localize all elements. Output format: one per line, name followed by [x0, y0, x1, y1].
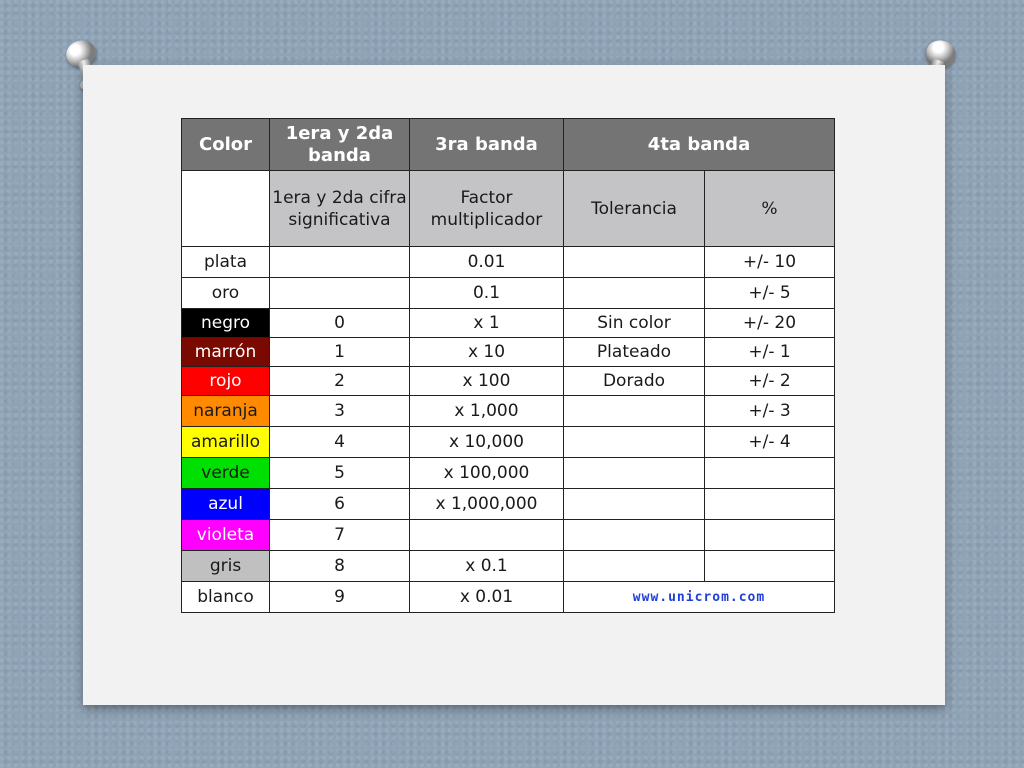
digit-cell: 3 [270, 396, 410, 427]
tolerance-cell: Dorado [564, 367, 705, 396]
header-band3: 3ra banda [410, 119, 564, 171]
source-logo: www.unicrom.com [632, 590, 766, 605]
color-name-cell: oro [182, 278, 270, 309]
table-row [182, 278, 835, 309]
subheader-tolerance: Tolerancia [564, 171, 705, 247]
tolerance-cell: Sin color [564, 309, 705, 338]
percent-cell: +/- 20 [705, 309, 835, 338]
header-band12: 1era y 2da banda [270, 119, 410, 171]
factor-cell: x 10 [410, 338, 564, 367]
header-row [182, 119, 835, 171]
table-row [182, 427, 835, 458]
tolerance-cell [564, 247, 705, 278]
factor-cell: x 1,000,000 [410, 489, 564, 520]
digit-cell: 9 [270, 582, 410, 613]
tolerance-cell [564, 489, 705, 520]
percent-cell [705, 520, 835, 551]
factor-cell: 0.1 [410, 278, 564, 309]
digit-cell: 8 [270, 551, 410, 582]
percent-cell [705, 551, 835, 582]
percent-cell: +/- 3 [705, 396, 835, 427]
subheader-digit: 1era y 2da cifra significativa [270, 171, 410, 247]
percent-cell: +/- 10 [705, 247, 835, 278]
color-name-cell: azul [182, 489, 270, 520]
table-row [182, 247, 835, 278]
color-name-cell: plata [182, 247, 270, 278]
factor-cell: x 0.1 [410, 551, 564, 582]
color-name-cell: negro [182, 309, 270, 338]
digit-cell: 7 [270, 520, 410, 551]
table-row [182, 338, 835, 367]
tolerance-cell [564, 458, 705, 489]
tolerance-cell [564, 278, 705, 309]
digit-cell: 1 [270, 338, 410, 367]
factor-cell: 0.01 [410, 247, 564, 278]
color-name-cell: violeta [182, 520, 270, 551]
color-name-cell: naranja [182, 396, 270, 427]
color-name-cell: gris [182, 551, 270, 582]
table-row [182, 582, 835, 613]
factor-cell [410, 520, 564, 551]
factor-cell: x 100,000 [410, 458, 564, 489]
subheader-row [182, 171, 835, 247]
digit-cell: 4 [270, 427, 410, 458]
subheader-blank [182, 171, 270, 247]
color-name-cell: rojo [182, 367, 270, 396]
tolerance-cell [564, 520, 705, 551]
tolerance-cell: Plateado [564, 338, 705, 367]
tolerance-cell [564, 551, 705, 582]
subheader-percent: % [705, 171, 835, 247]
factor-cell: x 100 [410, 367, 564, 396]
percent-cell: +/- 4 [705, 427, 835, 458]
digit-cell: 6 [270, 489, 410, 520]
table-row [182, 367, 835, 396]
digit-cell [270, 247, 410, 278]
table-row [182, 551, 835, 582]
table-row [182, 309, 835, 338]
table-row [182, 520, 835, 551]
table-row [182, 489, 835, 520]
table-row [182, 458, 835, 489]
factor-cell: x 1,000 [410, 396, 564, 427]
color-name-cell: blanco [182, 582, 270, 613]
color-name-cell: marrón [182, 338, 270, 367]
percent-cell: +/- 1 [705, 338, 835, 367]
digit-cell: 2 [270, 367, 410, 396]
factor-cell: x 1 [410, 309, 564, 338]
header-color: Color [182, 119, 270, 171]
tolerance-cell [564, 427, 705, 458]
digit-cell [270, 278, 410, 309]
subheader-factor: Factor multiplicador [410, 171, 564, 247]
table-row [182, 396, 835, 427]
resistor-color-code-table [181, 118, 835, 613]
digit-cell: 0 [270, 309, 410, 338]
percent-cell: +/- 5 [705, 278, 835, 309]
color-name-cell: amarillo [182, 427, 270, 458]
percent-cell: +/- 2 [705, 367, 835, 396]
color-name-cell: verde [182, 458, 270, 489]
factor-cell: x 0.01 [410, 582, 564, 613]
percent-cell [705, 489, 835, 520]
header-band4: 4ta banda [564, 119, 835, 171]
tolerance-cell [564, 396, 705, 427]
source-cell [564, 582, 835, 613]
factor-cell: x 10,000 [410, 427, 564, 458]
digit-cell: 5 [270, 458, 410, 489]
percent-cell [705, 458, 835, 489]
